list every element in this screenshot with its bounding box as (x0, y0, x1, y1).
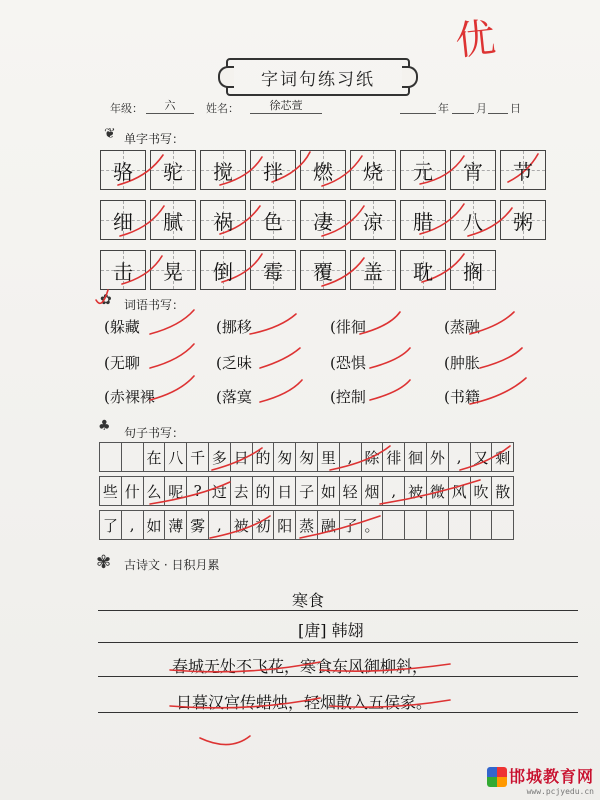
char-cell (200, 250, 246, 290)
sentence-cell: 。 (361, 510, 384, 540)
sentence-cell: 匆 (273, 442, 296, 472)
char-text: 烧 (363, 159, 383, 184)
sentence-cell: 雾 (186, 510, 209, 540)
sentence-section-label: 句子书写： (124, 426, 185, 440)
sentence-cell (99, 442, 122, 472)
char-cell (350, 250, 396, 290)
sentence-cell: 散 (491, 476, 514, 506)
char-text: 腊 (413, 209, 433, 234)
char-text: 盖 (363, 259, 383, 284)
char-cell (400, 150, 446, 190)
words-section-label: 词语书写： (124, 298, 185, 312)
sentence-cell: 日 (273, 476, 296, 506)
potted-plant-icon: ✾ (96, 552, 112, 573)
char-text: 凉 (363, 209, 383, 234)
word-item: (肿胀 (444, 354, 480, 372)
char-text: 色 (263, 209, 283, 234)
char-cell (200, 150, 246, 190)
tree-icon: ♣ (98, 418, 111, 434)
sentence-cell: 的 (252, 476, 275, 506)
year-label: 年 (438, 102, 449, 115)
char-text: 搅 (213, 159, 233, 184)
sentence-cell: , (448, 442, 471, 472)
char-cell (500, 200, 546, 240)
char-row (100, 200, 546, 240)
char-cell (450, 150, 496, 190)
ruled-line (98, 642, 578, 643)
sentence-cell (121, 442, 144, 472)
word-item: (徘徊 (330, 318, 366, 336)
sentence-cell: 被 (404, 476, 427, 506)
sentence-cell (382, 510, 405, 540)
sentence-cell (448, 510, 471, 540)
char-cell (400, 250, 446, 290)
watermark-title: 邯城教育网 (508, 766, 594, 786)
sentence-cell: 风 (448, 476, 471, 506)
word-item: (挪移 (216, 318, 252, 336)
char-cell (450, 200, 496, 240)
sentence-cell: 又 (470, 442, 493, 472)
word-item: (书籍 (444, 388, 480, 406)
sentence-cell: 轻 (339, 476, 362, 506)
books-logo-icon (487, 767, 507, 787)
sentence-cell: 的 (252, 442, 275, 472)
char-text: 节 (513, 159, 533, 184)
char-text: 元 (413, 159, 433, 184)
sentence-cell: 薄 (164, 510, 187, 540)
char-cell (300, 250, 346, 290)
sentence-cell: 些 (99, 476, 122, 506)
char-cell (150, 250, 196, 290)
char-text: 覆 (313, 259, 333, 284)
char-cell (100, 250, 146, 290)
char-text: 八 (463, 209, 483, 234)
sentence-cell: 烟 (361, 476, 384, 506)
day-label: 日 (510, 102, 521, 115)
name-value: 徐芯萱 (250, 97, 322, 114)
sentence-cell: 匆 (295, 442, 318, 472)
site-watermark (487, 764, 594, 797)
sentence-cell: 了 (339, 510, 362, 540)
char-cell (300, 150, 346, 190)
char-cell (250, 150, 296, 190)
char-text: 腻 (163, 209, 183, 234)
grade-value: 六 (146, 97, 194, 114)
sentence-cell: 初 (252, 510, 275, 540)
char-cell (100, 200, 146, 240)
sentence-cell: 微 (426, 476, 449, 506)
sentence-cell (491, 510, 514, 540)
grade-label: 年级： (110, 102, 143, 115)
sentence-cell: 八 (164, 442, 187, 472)
poem-title: 寒食 (292, 591, 325, 610)
char-text: 骆 (113, 159, 133, 184)
char-row (100, 250, 496, 290)
poetry-section-label: 古诗文 · 日积月累 (124, 558, 220, 572)
char-text: 击 (113, 259, 133, 284)
sentence-row (100, 476, 514, 506)
sentence-cell: 千 (186, 442, 209, 472)
sentence-cell (470, 510, 493, 540)
sentence-cell: 在 (143, 442, 166, 472)
char-cell (100, 150, 146, 190)
sentence-cell: 么 (143, 476, 166, 506)
chars-section-label: 单字书写： (124, 132, 185, 146)
char-text: 宵 (463, 159, 483, 184)
char-text: 细 (113, 209, 133, 234)
sentence-cell: 剩 (491, 442, 514, 472)
sentence-cell: 呢 (164, 476, 187, 506)
char-text: 晃 (163, 259, 183, 284)
ruled-line (98, 610, 578, 611)
word-item: (落寞 (216, 388, 252, 406)
char-cell (200, 200, 246, 240)
poem-author: [唐] 韩翃 (298, 621, 364, 640)
sentence-row (100, 442, 514, 472)
sentence-cell: , (121, 510, 144, 540)
month-label: 月 (476, 102, 487, 115)
char-row (100, 150, 546, 190)
sprout-icon: ✿ (100, 292, 112, 308)
char-text: 祸 (213, 209, 233, 234)
char-text: 凄 (313, 209, 333, 234)
sentence-cell: ? (186, 476, 209, 506)
char-text: 搁 (463, 259, 483, 284)
char-cell (150, 200, 196, 240)
watermark-url: www.pcjyedu.cn (526, 787, 594, 796)
sentence-cell: 如 (317, 476, 340, 506)
sentence-cell: 除 (361, 442, 384, 472)
word-item: (蒸融 (444, 318, 480, 336)
char-cell (350, 200, 396, 240)
sentence-cell: 里 (317, 442, 340, 472)
char-cell (250, 200, 296, 240)
sentence-cell: 子 (295, 476, 318, 506)
char-text: 霉 (263, 259, 283, 284)
char-cell (150, 150, 196, 190)
sentence-cell: 蒸 (295, 510, 318, 540)
grade-mark: 优 (453, 15, 498, 65)
sentence-cell (426, 510, 449, 540)
year-blank (400, 100, 436, 114)
char-text: 耽 (413, 259, 433, 284)
sentence-cell: , (339, 442, 362, 472)
sentence-cell: 徘 (382, 442, 405, 472)
sentence-cell: 了 (99, 510, 122, 540)
month-blank (452, 100, 474, 114)
word-item: (乏味 (216, 354, 252, 372)
word-item: (赤裸裸 (104, 388, 155, 406)
char-cell (300, 200, 346, 240)
poem-line-1: 春城无处不飞花，寒食东风御柳斜， (172, 657, 429, 676)
word-item: (无聊 (104, 354, 140, 372)
sentence-cell: 徊 (404, 442, 427, 472)
sentence-row (100, 510, 514, 540)
day-blank (488, 100, 508, 114)
worksheet-title: 字词句练习纸 (226, 58, 410, 96)
word-item: (躲藏 (104, 318, 140, 336)
name-label: 姓名： (206, 102, 239, 115)
sentence-cell: 过 (208, 476, 231, 506)
sentence-cell: , (208, 510, 231, 540)
sentence-cell: 去 (230, 476, 253, 506)
char-cell (500, 150, 546, 190)
char-cell (450, 250, 496, 290)
word-item: (控制 (330, 388, 366, 406)
char-text: 燃 (313, 159, 333, 184)
char-text: 拌 (263, 159, 283, 184)
char-cell (250, 250, 296, 290)
sentence-cell: 吹 (470, 476, 493, 506)
sentence-cell: , (382, 476, 405, 506)
sentence-cell: 多 (208, 442, 231, 472)
char-cell (350, 150, 396, 190)
plant-icon: ❦ (104, 126, 116, 142)
char-text: 粥 (513, 209, 533, 234)
sentence-cell: 什 (121, 476, 144, 506)
char-text: 驼 (163, 159, 183, 184)
sentence-cell: 外 (426, 442, 449, 472)
word-item: (恐惧 (330, 354, 366, 372)
sentence-cell: 被 (230, 510, 253, 540)
sentence-cell: 如 (143, 510, 166, 540)
sentence-cell: 阳 (273, 510, 296, 540)
sentence-cell: 日 (230, 442, 253, 472)
sentence-cell (404, 510, 427, 540)
char-cell (400, 200, 446, 240)
sentence-cell: 融 (317, 510, 340, 540)
poem-line-2: 日暮汉宫传蜡烛，轻烟散入五侯家。 (176, 693, 433, 712)
char-text: 倒 (213, 259, 233, 284)
